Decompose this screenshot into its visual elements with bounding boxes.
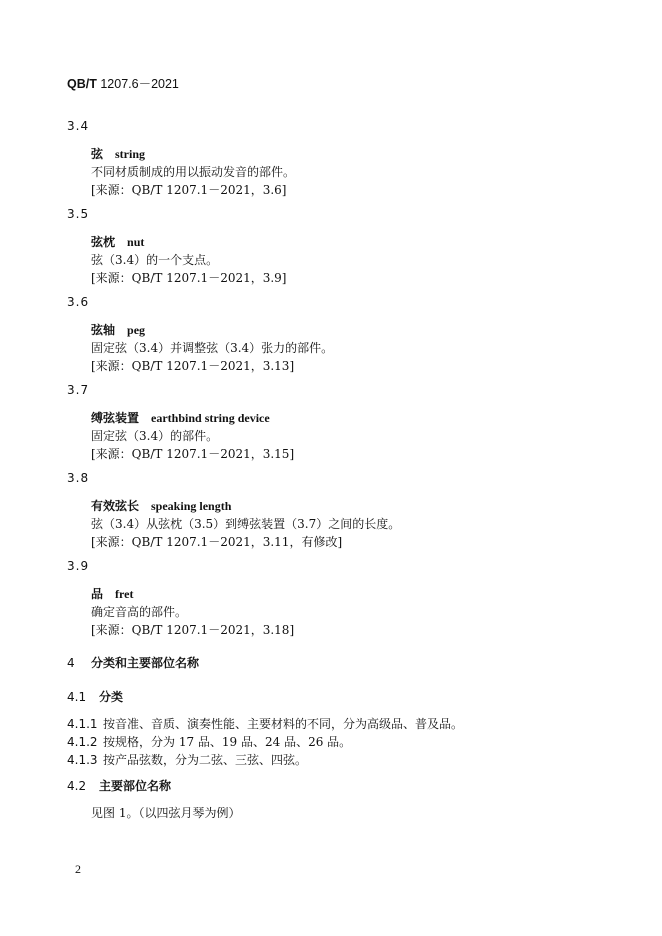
document-header — [67, 74, 179, 92]
term-source: [来源：QB/T 1207.1－2021，3.18] — [91, 623, 295, 637]
item-text: 按音准、音质、演奏性能、主要材料的不同，分为高级品、普及品。 — [103, 717, 464, 731]
page-number: 2 — [75, 862, 81, 876]
section-title: 分类和主要部位名称 — [91, 656, 200, 670]
term-heading — [91, 145, 145, 162]
term-en: speaking length — [151, 499, 232, 513]
subsection-title: 分类 — [99, 690, 124, 704]
subsection-heading — [67, 688, 123, 705]
term-definition: 固定弦（3.4）的部件。 — [91, 429, 219, 443]
list-item — [67, 751, 307, 768]
entry-number: 3.5 — [67, 207, 90, 221]
term-zh: 弦轴 — [91, 323, 116, 337]
subsection-heading — [67, 777, 171, 794]
item-text: 按产品弦数，分为二弦、三弦、四弦。 — [103, 753, 308, 767]
entry-number: 3.7 — [67, 383, 90, 397]
term-source: [来源：QB/T 1207.1－2021，3.15] — [91, 447, 295, 461]
term-source: [来源：QB/T 1207.1－2021，3.9] — [91, 271, 287, 285]
term-heading — [91, 321, 145, 338]
term-en: string — [115, 147, 146, 161]
term-definition: 弦（3.4）从弦枕（3.5）到缚弦装置（3.7）之间的长度。 — [91, 517, 401, 531]
term-zh: 品 — [91, 587, 104, 601]
term-en: fret — [115, 587, 134, 601]
list-item — [67, 715, 463, 732]
term-zh: 有效弦长 — [91, 499, 140, 513]
section-heading — [67, 654, 199, 671]
term-heading — [91, 233, 144, 250]
list-item — [67, 733, 351, 750]
term-zh: 弦 — [91, 147, 104, 161]
standard-number: 1207.6－2021 — [100, 77, 179, 91]
term-zh: 弦枕 — [91, 235, 116, 249]
term-en: peg — [127, 323, 146, 337]
entry-number: 3.4 — [67, 119, 90, 133]
entry-number: 3.6 — [67, 295, 90, 309]
term-source: [来源：QB/T 1207.1－2021，3.13] — [91, 359, 295, 373]
paragraph: 见图 1。（以四弦月琴为例） — [91, 806, 241, 820]
section-number: 4 — [67, 656, 75, 670]
term-source: [来源：QB/T 1207.1－2021，3.6] — [91, 183, 287, 197]
standard-code: QB/T — [67, 77, 97, 91]
term-en: earthbind string device — [151, 411, 270, 425]
term-source: [来源：QB/T 1207.1－2021，3.11，有修改] — [91, 535, 343, 549]
term-en: nut — [127, 235, 145, 249]
term-heading — [91, 585, 133, 602]
item-number: 4.1.3 — [67, 753, 98, 767]
subsection-number: 4.2 — [67, 779, 87, 793]
subsection-title: 主要部位名称 — [99, 779, 172, 793]
entry-number: 3.8 — [67, 471, 90, 485]
term-definition: 确定音高的部件。 — [91, 605, 188, 619]
term-heading — [91, 497, 231, 514]
term-definition: 弦（3.4）的一个支点。 — [91, 253, 219, 267]
item-number: 4.1.1 — [67, 717, 98, 731]
term-zh: 缚弦装置 — [91, 411, 140, 425]
item-number: 4.1.2 — [67, 735, 98, 749]
term-definition: 固定弦（3.4）并调整弦（3.4）张力的部件。 — [91, 341, 334, 355]
term-definition: 不同材质制成的用以振动发音的部件。 — [91, 165, 296, 179]
entry-number: 3.9 — [67, 559, 90, 573]
item-text: 按规格，分为 17 品、19 品、24 品、26 品。 — [103, 735, 352, 749]
term-heading — [91, 409, 270, 426]
subsection-number: 4.1 — [67, 690, 87, 704]
